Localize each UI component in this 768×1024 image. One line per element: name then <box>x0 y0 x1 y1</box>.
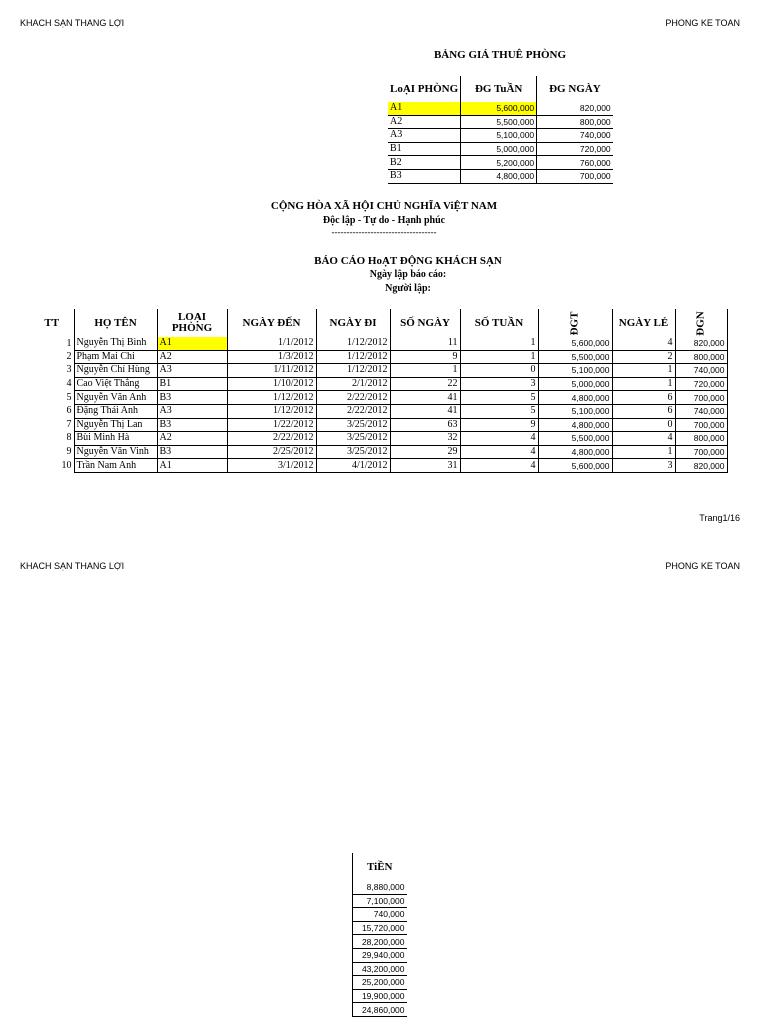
activity-cell-days: 29 <box>390 445 460 459</box>
activity-cell-room: A1 <box>157 337 227 350</box>
activity-row <box>30 364 727 378</box>
activity-cell-odd: 1 <box>612 445 675 459</box>
activity-cell-arrive: 2/22/2012 <box>227 432 316 446</box>
activity-cell-tt: 2 <box>30 350 74 364</box>
page-number: Trang1/16 <box>699 513 740 523</box>
activity-cell-dgn: 740,000 <box>675 404 727 418</box>
activity-cell-name: Phạm Mai Chi <box>74 350 157 364</box>
activity-cell-leave: 3/25/2012 <box>316 432 390 446</box>
col-arrive: NGÀY ĐẾN <box>227 309 316 337</box>
activity-cell-days: 1 <box>390 364 460 378</box>
amount-row <box>353 1003 407 1017</box>
activity-cell-dgn: 800,000 <box>675 432 727 446</box>
col-dgt: ĐGT <box>538 309 612 337</box>
activity-cell-weeks: 9 <box>460 418 538 432</box>
activity-row <box>30 432 727 446</box>
amount-cell: 43,200,000 <box>353 962 407 976</box>
amount-row <box>353 976 407 990</box>
col-odd-days: NGÀY LẺ <box>612 309 675 337</box>
amount-cell: 7,100,000 <box>353 894 407 908</box>
national-motto: Độc lập - Tự do - Hạnh phúc <box>322 215 446 226</box>
price-cell-week: 5,500,000 <box>461 115 537 129</box>
activity-cell-dgt: 5,500,000 <box>538 350 612 364</box>
activity-cell-leave: 2/22/2012 <box>316 391 390 405</box>
activity-cell-leave: 2/22/2012 <box>316 404 390 418</box>
amount-row <box>353 908 407 922</box>
activity-cell-room: A3 <box>157 364 227 378</box>
activity-cell-tt: 7 <box>30 418 74 432</box>
price-row <box>388 115 613 129</box>
activity-cell-weeks: 4 <box>460 432 538 446</box>
price-col-day: ĐG NGÀY <box>537 76 613 102</box>
col-leave: NGÀY ĐI <box>316 309 390 337</box>
amount-cell: 19,900,000 <box>353 989 407 1003</box>
price-cell-room: B3 <box>388 169 461 183</box>
activity-row <box>30 377 727 391</box>
motto-divider: ----------------------------------- <box>331 227 437 237</box>
activity-row <box>30 418 727 432</box>
activity-cell-dgt: 5,500,000 <box>538 432 612 446</box>
activity-cell-dgn: 720,000 <box>675 377 727 391</box>
price-col-week: ĐG TuẦN <box>461 76 537 102</box>
price-cell-day: 720,000 <box>537 142 613 156</box>
activity-cell-tt: 1 <box>30 337 74 350</box>
activity-row <box>30 459 727 473</box>
amount-cell: 28,200,000 <box>353 935 407 949</box>
activity-cell-odd: 0 <box>612 418 675 432</box>
page2-header-left: KHACH SẠN THANG LỢI <box>20 561 125 571</box>
activity-cell-weeks: 4 <box>460 459 538 473</box>
activity-cell-name: Nguyễn Văn Anh <box>74 391 157 405</box>
activity-cell-dgt: 5,600,000 <box>538 337 612 350</box>
amount-table-header <box>353 853 407 881</box>
activity-row <box>30 404 727 418</box>
col-dgn: ĐGN <box>675 309 727 337</box>
report-date-label: Ngày lập báo cáo: <box>369 269 447 280</box>
activity-cell-arrive: 1/1/2012 <box>227 337 316 350</box>
activity-cell-tt: 3 <box>30 364 74 378</box>
activity-cell-dgn: 740,000 <box>675 364 727 378</box>
price-cell-day: 760,000 <box>537 156 613 170</box>
activity-cell-arrive: 1/12/2012 <box>227 404 316 418</box>
activity-row <box>30 391 727 405</box>
activity-cell-weeks: 4 <box>460 445 538 459</box>
activity-cell-days: 11 <box>390 337 460 350</box>
price-cell-room: B2 <box>388 156 461 170</box>
price-row <box>388 156 613 170</box>
activity-cell-name: Nguyễn Thị Lan <box>74 418 157 432</box>
activity-cell-arrive: 1/3/2012 <box>227 350 316 364</box>
activity-cell-leave: 1/12/2012 <box>316 364 390 378</box>
activity-cell-dgn: 700,000 <box>675 418 727 432</box>
activity-cell-tt: 6 <box>30 404 74 418</box>
price-table-title: BẢNG GIÁ THUÊ PHÒNG <box>433 49 567 61</box>
activity-cell-arrive: 1/22/2012 <box>227 418 316 432</box>
activity-cell-room: A3 <box>157 404 227 418</box>
activity-cell-weeks: 1 <box>460 350 538 364</box>
activity-row <box>30 350 727 364</box>
col-amount: TiỀN <box>353 853 407 881</box>
activity-row <box>30 445 727 459</box>
amount-row <box>353 935 407 949</box>
amount-row <box>353 948 407 962</box>
amount-table <box>352 853 407 1017</box>
activity-cell-days: 32 <box>390 432 460 446</box>
activity-cell-days: 9 <box>390 350 460 364</box>
activity-cell-tt: 10 <box>30 459 74 473</box>
amount-cell: 25,200,000 <box>353 976 407 990</box>
activity-cell-dgn: 800,000 <box>675 350 727 364</box>
activity-cell-dgn: 820,000 <box>675 459 727 473</box>
activity-cell-dgt: 4,800,000 <box>538 445 612 459</box>
activity-cell-days: 41 <box>390 391 460 405</box>
activity-cell-odd: 4 <box>612 432 675 446</box>
price-cell-week: 5,000,000 <box>461 142 537 156</box>
activity-cell-odd: 6 <box>612 391 675 405</box>
activity-cell-dgt: 5,600,000 <box>538 459 612 473</box>
page2-header-right: PHONG KE TOAN <box>665 561 740 571</box>
activity-cell-tt: 4 <box>30 377 74 391</box>
activity-cell-arrive: 2/25/2012 <box>227 445 316 459</box>
price-cell-day: 820,000 <box>537 102 613 115</box>
activity-cell-tt: 9 <box>30 445 74 459</box>
price-cell-room: A3 <box>388 129 461 143</box>
price-row <box>388 129 613 143</box>
activity-cell-name: Nguyễn Văn Vinh <box>74 445 157 459</box>
activity-cell-tt: 8 <box>30 432 74 446</box>
col-days: SỐ NGÀY <box>390 309 460 337</box>
amount-cell: 740,000 <box>353 908 407 922</box>
activity-cell-arrive: 1/12/2012 <box>227 391 316 405</box>
activity-cell-odd: 6 <box>612 404 675 418</box>
price-row <box>388 169 613 183</box>
activity-cell-odd: 2 <box>612 350 675 364</box>
page1-header-right: PHONG KE TOAN <box>665 18 740 28</box>
activity-cell-weeks: 5 <box>460 391 538 405</box>
activity-cell-room: B3 <box>157 391 227 405</box>
activity-cell-arrive: 3/1/2012 <box>227 459 316 473</box>
col-room: LOẠI PHÒNG <box>157 309 227 337</box>
price-cell-room: A2 <box>388 115 461 129</box>
activity-cell-leave: 1/12/2012 <box>316 350 390 364</box>
activity-cell-leave: 2/1/2012 <box>316 377 390 391</box>
activity-cell-name: Bùi Minh Hà <box>74 432 157 446</box>
activity-cell-dgt: 4,800,000 <box>538 391 612 405</box>
activity-cell-dgt: 4,800,000 <box>538 418 612 432</box>
report-title: BÁO CÁO HoẠT ĐỘNG KHÁCH SẠN <box>314 255 502 267</box>
activity-cell-name: Trần Nam Anh <box>74 459 157 473</box>
national-title: CỘNG HÒA XÃ HỘI CHỦ NGHĨA ViỆT NAM <box>270 200 498 212</box>
activity-cell-odd: 4 <box>612 337 675 350</box>
amount-row <box>353 921 407 935</box>
price-cell-day: 740,000 <box>537 129 613 143</box>
price-cell-week: 5,100,000 <box>461 129 537 143</box>
price-table <box>388 76 613 184</box>
price-cell-day: 700,000 <box>537 169 613 183</box>
activity-cell-leave: 4/1/2012 <box>316 459 390 473</box>
activity-cell-days: 63 <box>390 418 460 432</box>
amount-row <box>353 894 407 908</box>
activity-cell-dgn: 700,000 <box>675 445 727 459</box>
activity-cell-arrive: 1/11/2012 <box>227 364 316 378</box>
amount-cell: 15,720,000 <box>353 921 407 935</box>
col-tt: TT <box>30 309 74 337</box>
activity-cell-days: 41 <box>390 404 460 418</box>
amount-row <box>353 989 407 1003</box>
activity-cell-arrive: 1/10/2012 <box>227 377 316 391</box>
price-cell-week: 5,600,000 <box>461 102 537 115</box>
activity-cell-days: 31 <box>390 459 460 473</box>
activity-cell-name: Đặng Thái Anh <box>74 404 157 418</box>
price-cell-week: 5,200,000 <box>461 156 537 170</box>
activity-cell-odd: 1 <box>612 377 675 391</box>
price-table-header <box>388 76 613 102</box>
price-cell-day: 800,000 <box>537 115 613 129</box>
activity-cell-odd: 3 <box>612 459 675 473</box>
activity-cell-weeks: 0 <box>460 364 538 378</box>
price-cell-week: 4,800,000 <box>461 169 537 183</box>
activity-cell-dgn: 700,000 <box>675 391 727 405</box>
activity-row <box>30 337 727 350</box>
price-row <box>388 142 613 156</box>
activity-cell-name: Nguyễn Thị Bình <box>74 337 157 350</box>
price-row <box>388 102 613 115</box>
report-author-label: Người lập: <box>385 283 431 294</box>
activity-cell-name: Nguyễn Chí Hùng <box>74 364 157 378</box>
activity-cell-tt: 5 <box>30 391 74 405</box>
activity-cell-room: B1 <box>157 377 227 391</box>
activity-table <box>30 309 728 473</box>
col-weeks: SỐ TUẦN <box>460 309 538 337</box>
activity-cell-dgn: 820,000 <box>675 337 727 350</box>
page1-header-left: KHACH SẠN THANG LỢI <box>20 18 125 28</box>
activity-cell-weeks: 5 <box>460 404 538 418</box>
price-col-room: LoẠI PHÒNG <box>390 82 459 95</box>
activity-cell-room: A2 <box>157 432 227 446</box>
activity-cell-leave: 3/25/2012 <box>316 445 390 459</box>
amount-row <box>353 962 407 976</box>
price-cell-room: A1 <box>388 102 461 115</box>
activity-cell-days: 22 <box>390 377 460 391</box>
amount-row <box>353 881 407 894</box>
amount-cell: 24,860,000 <box>353 1003 407 1017</box>
activity-cell-weeks: 3 <box>460 377 538 391</box>
activity-table-header <box>30 309 727 337</box>
activity-cell-name: Cao Việt Thắng <box>74 377 157 391</box>
activity-cell-room: A1 <box>157 459 227 473</box>
amount-cell: 8,880,000 <box>353 881 407 894</box>
col-name: HỌ TÊN <box>74 309 157 337</box>
activity-cell-dgt: 5,100,000 <box>538 404 612 418</box>
activity-cell-odd: 1 <box>612 364 675 378</box>
amount-cell: 29,940,000 <box>353 948 407 962</box>
activity-cell-dgt: 5,000,000 <box>538 377 612 391</box>
activity-cell-room: B3 <box>157 445 227 459</box>
activity-cell-weeks: 1 <box>460 337 538 350</box>
activity-cell-leave: 3/25/2012 <box>316 418 390 432</box>
activity-cell-room: B3 <box>157 418 227 432</box>
activity-cell-leave: 1/12/2012 <box>316 337 390 350</box>
activity-cell-room: A2 <box>157 350 227 364</box>
price-cell-room: B1 <box>388 142 461 156</box>
activity-cell-dgt: 5,100,000 <box>538 364 612 378</box>
